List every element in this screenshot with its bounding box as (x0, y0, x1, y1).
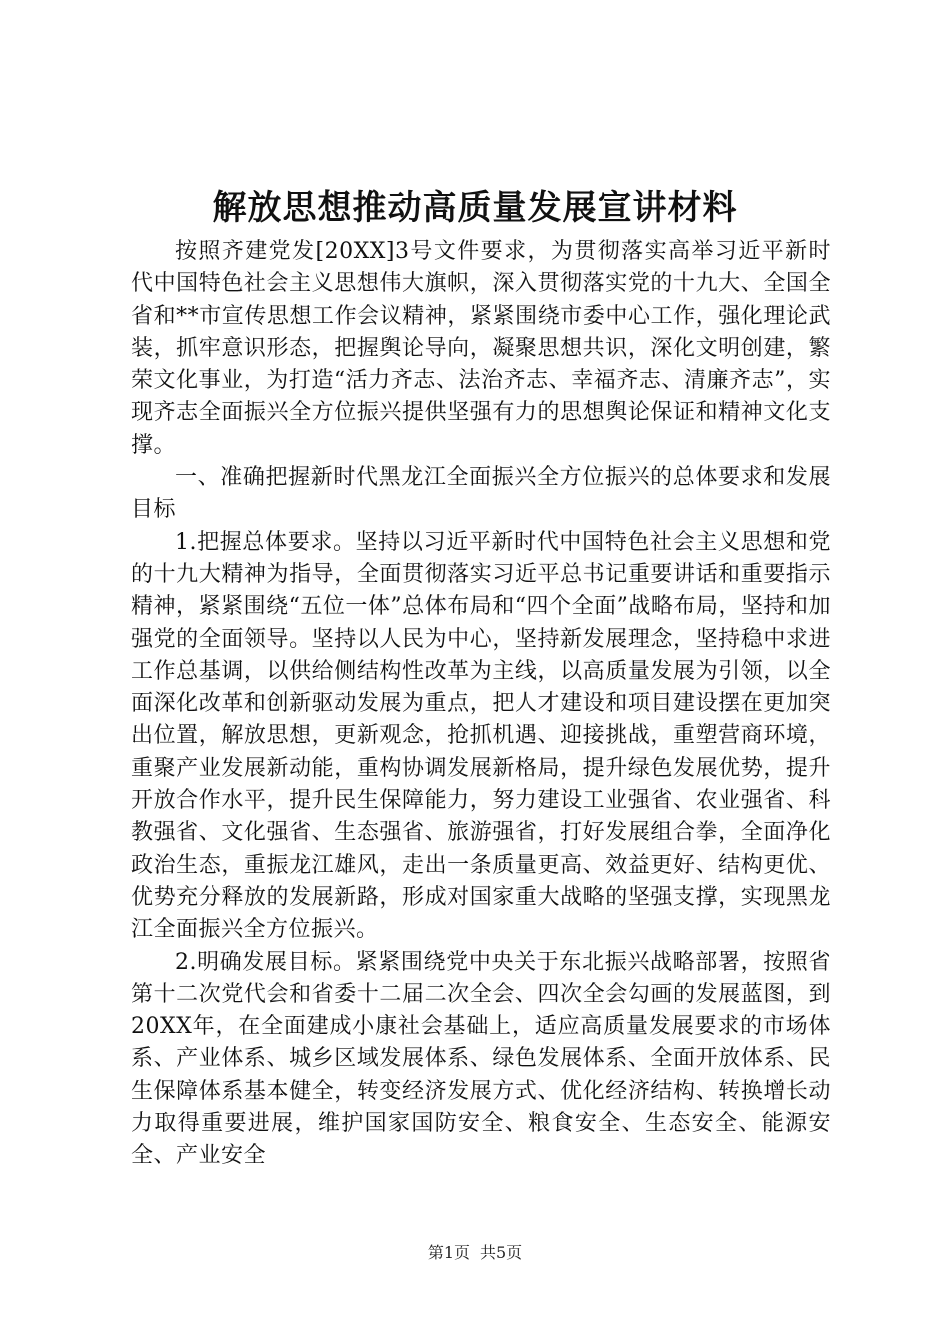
page-total: 共5页 (480, 1243, 523, 1262)
document-body (131, 236, 831, 1173)
section-heading: 一、准确把握新时代黑龙江全面振兴全方位振兴的总体要求和发展目标 (131, 465, 831, 523)
paragraph-development-goals: 2.明确发展目标。紧紧围绕党中央关于东北振兴战略部署，按照省第十二次党代会和省委十二届二次全会、四次全会勾画的发展蓝图，到20XX年，在全面建成小康社会基础上，适应高质量发展要求的市场体系、产业体系、城乡区域发展体系、绿色发展体系、全面开放体系、民生保障体系基本健全，转变经济发展方式、优化经济结构、转换增长动力取得重要进展，维护国家国防安全、粮食安全、生态安全、能源安全、产业安全 (131, 949, 831, 1169)
page-footer (0, 1242, 950, 1264)
paragraph-intro: 按照齐建党发[20XX]3号文件要求，为贯彻落实高举习近平新时代中国特色社会主义思想伟大旗帜，深入贯彻落实党的十九大、全国全省和**市宣传思想工作会议精神，紧紧围绕市委中心工作，强化理论武装，抓牢意识形态，把握舆论导向，凝聚思想共识，深化文明创建，繁荣文化事业，为打造“活力齐志、法治齐志、幸福齐志、清廉齐志”，实现齐志全面振兴全方位振兴提供坚强有力的思想舆论保证和精神文化支撑。 (131, 239, 831, 458)
document-title: 解放思想推动高质量发展宣讲材料 (212, 188, 738, 228)
paragraph-overall-requirements: 1.把握总体要求。坚持以习近平新时代中国特色社会主义思想和党的十九大精神为指导，全面贯彻落实习近平总书记重要讲话和重要指示精神，紧紧围绕“五位一体”总体布局和“四个全面”战略布局，坚持和加强党的全面领导。坚持以人民为中心，坚持新发展理念，坚持稳中求进工作总基调，以供给侧结构性改革为主线，以高质量发展为引领，以全面深化改革和创新驱动发展为重点，把人才建设和项目建设摆在更加突出位置，解放思想，更新观念，抢抓机遇、迎接挑战，重塑营商环境，重聚产业发展新动能，重构协调发展新格局，提升绿色发展优势，提升开放合作水平，提升民生保障能力，努力建设工业强省、农业强省、科教强省、文化强省、生态强省、旅游强省，打好发展组合拳，全面净化政治生态，重振龙江雄风，走出一条质量更高、效益更好、结构更优、优势充分释放的发展新路，形成对国家重大战略的坚强支撑，实现黑龙江全面振兴全方位振兴。 (131, 529, 831, 943)
page-number: 第1页 (427, 1243, 470, 1262)
